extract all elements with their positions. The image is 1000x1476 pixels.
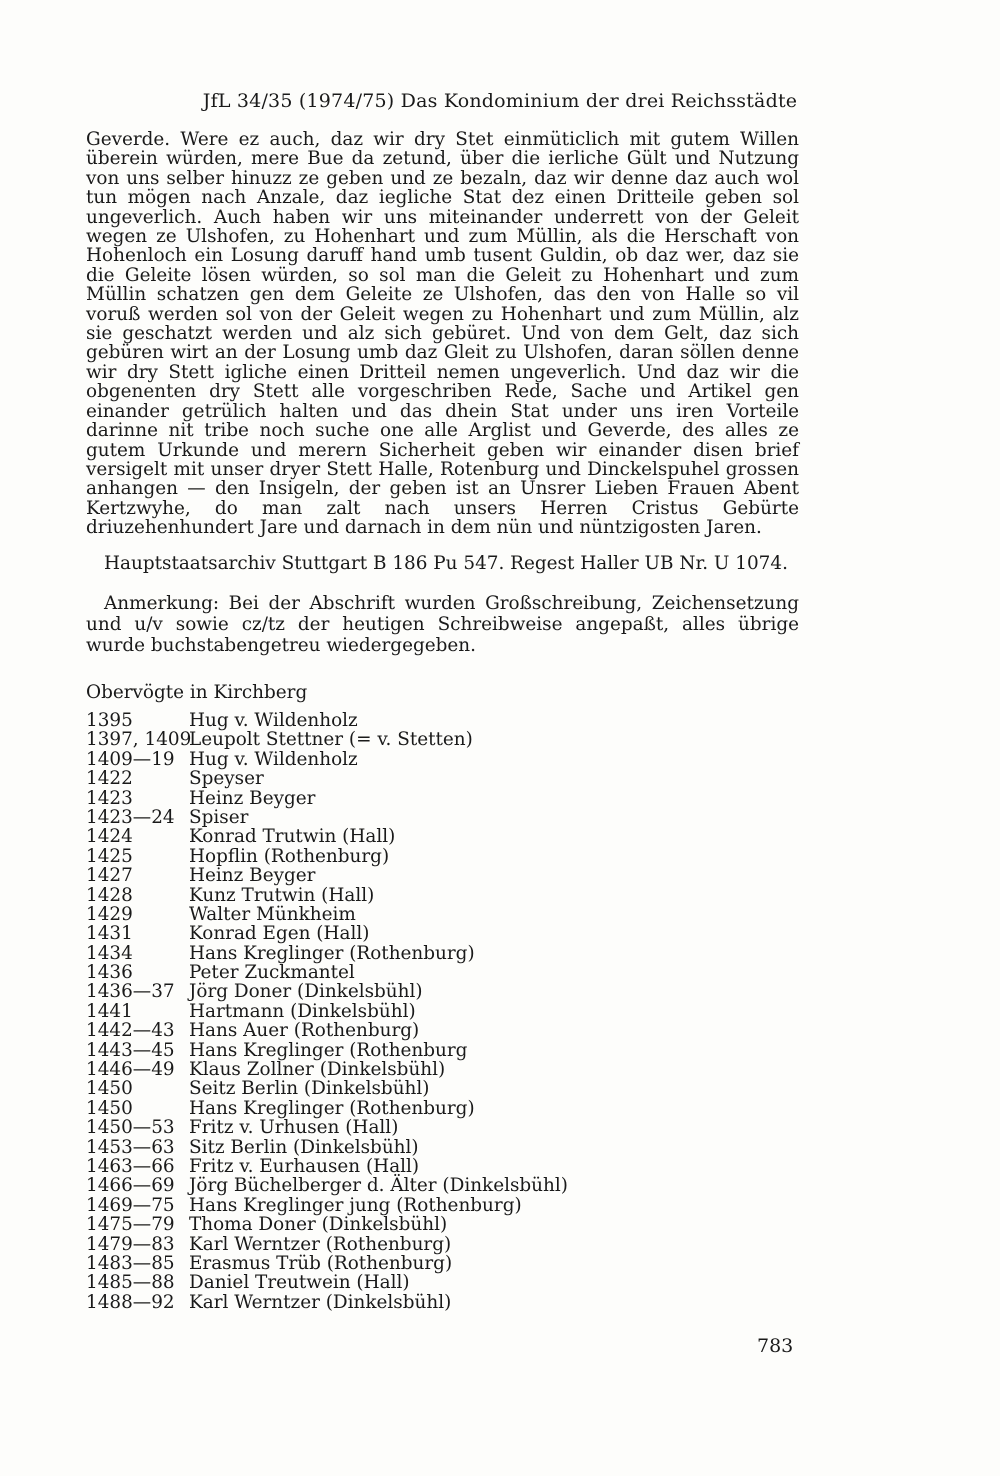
list-item-year: 1424 — [86, 826, 133, 848]
list-item — [86, 1138, 799, 1157]
list-item-year: 1450—53 — [86, 1117, 175, 1139]
list-item-year: 1428 — [86, 884, 133, 906]
list-item-year: 1446—49 — [86, 1059, 175, 1081]
list-item-year: 1431 — [86, 923, 133, 945]
list-item — [86, 1157, 799, 1176]
list-item-year: 1453—63 — [86, 1136, 175, 1158]
list-item-name: Heinz Beyger — [189, 787, 316, 809]
list-item — [86, 827, 799, 846]
transcription-note: Anmerkung: Bei der Abschrift wurden Großschreibung, Zeichensetzung und u/v sowie cz/tz der heutigen Schreibweise angepaßt, alles übrige wurde buchstabengetreu wiedergegeben. — [86, 593, 799, 656]
list-item-name: Hans Auer (Rothenburg) — [189, 1020, 420, 1042]
list-item-year: 1436 — [86, 962, 133, 984]
list-item-year: 1422 — [86, 768, 133, 790]
list-item — [86, 924, 799, 943]
list-item-name: Kunz Trutwin (Hall) — [189, 884, 375, 906]
list-item — [86, 1176, 799, 1195]
list-item-year: 1466—69 — [86, 1175, 175, 1197]
list-item — [86, 1021, 799, 1040]
list-item-year: 1485—88 — [86, 1272, 175, 1294]
list-item-year: 1475—79 — [86, 1214, 175, 1236]
list-item-name: Konrad Egen (Hall) — [189, 923, 370, 945]
list-item — [86, 963, 799, 982]
list-title: Obervögte in Kirchberg — [86, 682, 308, 703]
list-item-year: 1488—92 — [86, 1291, 175, 1313]
list-item — [86, 1215, 799, 1234]
list-item-name: Hug v. Wildenholz — [189, 710, 358, 731]
list-item-name: Hug v. Wildenholz — [189, 748, 358, 770]
list-item-name: Konrad Trutwin (Hall) — [189, 826, 396, 848]
list-item-name: Spiser — [189, 806, 249, 828]
list-item-year: 1469—75 — [86, 1194, 175, 1216]
list-item — [86, 808, 799, 827]
list-item — [86, 730, 799, 749]
list-item — [86, 1235, 799, 1254]
list-item-name: Hans Kreglinger (Rothenburg — [189, 1039, 468, 1061]
list-item-year: 1425 — [86, 845, 133, 867]
list-item — [86, 1254, 799, 1273]
list-item-name: Hopflin (Rothenburg) — [189, 845, 390, 867]
list-item-year: 1450 — [86, 1097, 133, 1119]
list-item-name: Seitz Berlin (Dinkelsbühl) — [189, 1078, 430, 1100]
list-item — [86, 944, 799, 963]
charter-text — [86, 130, 799, 538]
list-item-name: Hans Kreglinger jung (Rothenburg) — [189, 1194, 522, 1216]
list-item-name: Walter Münkheim — [189, 903, 356, 925]
obervoegte-list — [86, 711, 799, 1312]
list-item-name: Erasmus Trüb (Rothenburg) — [189, 1252, 453, 1274]
list-item-name: Fritz v. Urhusen (Hall) — [189, 1117, 399, 1139]
list-item — [86, 982, 799, 1001]
list-item-year: 1423 — [86, 787, 133, 809]
list-item-name: Karl Werntzer (Dinkelsbühl) — [189, 1291, 452, 1313]
list-item — [86, 750, 799, 769]
list-item-name: Peter Zuckmantel — [189, 962, 355, 984]
list-item — [86, 905, 799, 924]
list-item — [86, 711, 799, 730]
list-item-year: 1409—19 — [86, 748, 175, 770]
list-item-year: 1436—37 — [86, 981, 175, 1003]
list-item-name: Hartmann (Dinkelsbühl) — [189, 1000, 416, 1022]
list-item-year: 1479—83 — [86, 1233, 175, 1255]
list-item-name: Daniel Treutwein (Hall) — [189, 1272, 410, 1294]
page-number: 783 — [757, 1335, 794, 1357]
list-item-year: 1423—24 — [86, 806, 175, 828]
charter-paragraph: Geverde. Were ez auch, daz wir dry Stet einmüticlich mit gutem Willen überein würden, mere Bue da zetund, über die ierliche Gült und Nutzung von uns selber hinuzz ze geben und ze bezaln, daz wir denne daz auch wol tun mögen nach Anzale, daz iegliche Stat dez einen Dritteile geben sol ungeverlich. Auch haben wir uns miteinander underrett von der Geleit wegen ze Ulshofen, zu Hohenhart und zum Müllin, als die Herschaft von Hohenloch ein Losung daruff hand umb tusent Guldin, ob daz wer, daz sie die Geleite lösen würden, so sol man die Geleit zu Hohenhart und zum Müllin schatzen gen dem Geleite ze Ulshofen, das den von Halle so vil voruß werden sol von der Geleit wegen zu Hohenhart und zum Müllin, alz sie geschatzt werden und alz sich gebüret. Und von dem Gelt, daz sich gebüren wirt an der Losung umb daz Gleit zu Ulshofen, daran söllen denne wir dry Stett igliche einen Dritteil nemen ungeverlich. Und daz wir die obgenenten dry Stett alle vorgeschriben Rede, Sache und Artikel gen einander getrülich halten und das dhein Stat under uns iren Vorteile darinne nit tribe noch suche one alle Arglist und Geverde, des alles ze gutem Urkunde und merern Sicherheit geben wir einander disen brief versigelt mit unser dryer Stett Halle, Rotenburg und Dinckelspuhel grossen anhangen — den Insigeln, der geben ist an Unsrer Lieben Frauen Abent Kertzwyhe, do man zalt nach unsers Herren Cristus Gebürte driuzehenhundert Jare und darnach in dem nün und nüntzigosten Jaren. — [86, 129, 799, 539]
list-item — [86, 1118, 799, 1137]
list-item-name: Jörg Büchelberger d. Älter (Dinkelsbühl) — [189, 1175, 568, 1197]
list-item-year: 1463—66 — [86, 1155, 175, 1177]
list-item-year: 1429 — [86, 903, 133, 925]
list-item — [86, 769, 799, 788]
list-item — [86, 1196, 799, 1215]
list-item — [86, 1273, 799, 1292]
list-item — [86, 1079, 799, 1098]
list-item-year: 1443—45 — [86, 1039, 175, 1061]
list-item — [86, 886, 799, 905]
list-item — [86, 1041, 799, 1060]
list-item-name: Speyser — [189, 768, 264, 790]
list-item-name: Hans Kreglinger (Rothenburg) — [189, 942, 475, 964]
list-item-year: 1397, 1409 — [86, 729, 192, 751]
list-item — [86, 1002, 799, 1021]
list-item-name: Klaus Zollner (Dinkelsbühl) — [189, 1059, 446, 1081]
list-item-name: Sitz Berlin (Dinkelsbühl) — [189, 1136, 419, 1158]
list-item-name: Karl Werntzer (Rothenburg) — [189, 1233, 452, 1255]
list-item-name: Jörg Doner (Dinkelsbühl) — [189, 981, 423, 1003]
list-item-year: 1450 — [86, 1078, 133, 1100]
source-citation: Hauptstaatsarchiv Stuttgart B 186 Pu 547. Regest Haller UB Nr. U 1074. — [104, 553, 788, 574]
list-item-year: 1441 — [86, 1000, 133, 1022]
list-item — [86, 789, 799, 808]
list-item-name: Fritz v. Eurhausen (Hall) — [189, 1155, 420, 1177]
list-item-name: Heinz Beyger — [189, 865, 316, 887]
list-item-year: 1395 — [86, 710, 133, 731]
running-header: JfL 34/35 (1974/75) Das Kondominium der drei Reichsstädte — [202, 90, 798, 112]
list-item — [86, 1099, 799, 1118]
list-item-name: Leupolt Stettner (= v. Stetten) — [189, 729, 473, 751]
list-item-year: 1434 — [86, 942, 133, 964]
list-item-name: Hans Kreglinger (Rothenburg) — [189, 1097, 475, 1119]
list-item — [86, 1060, 799, 1079]
list-item-year: 1442—43 — [86, 1020, 175, 1042]
list-item-year: 1427 — [86, 865, 133, 887]
list-item — [86, 866, 799, 885]
list-item — [86, 1293, 799, 1312]
list-item — [86, 847, 799, 866]
list-item-year: 1483—85 — [86, 1252, 175, 1274]
list-item-name: Thoma Doner (Dinkelsbühl) — [189, 1214, 448, 1236]
